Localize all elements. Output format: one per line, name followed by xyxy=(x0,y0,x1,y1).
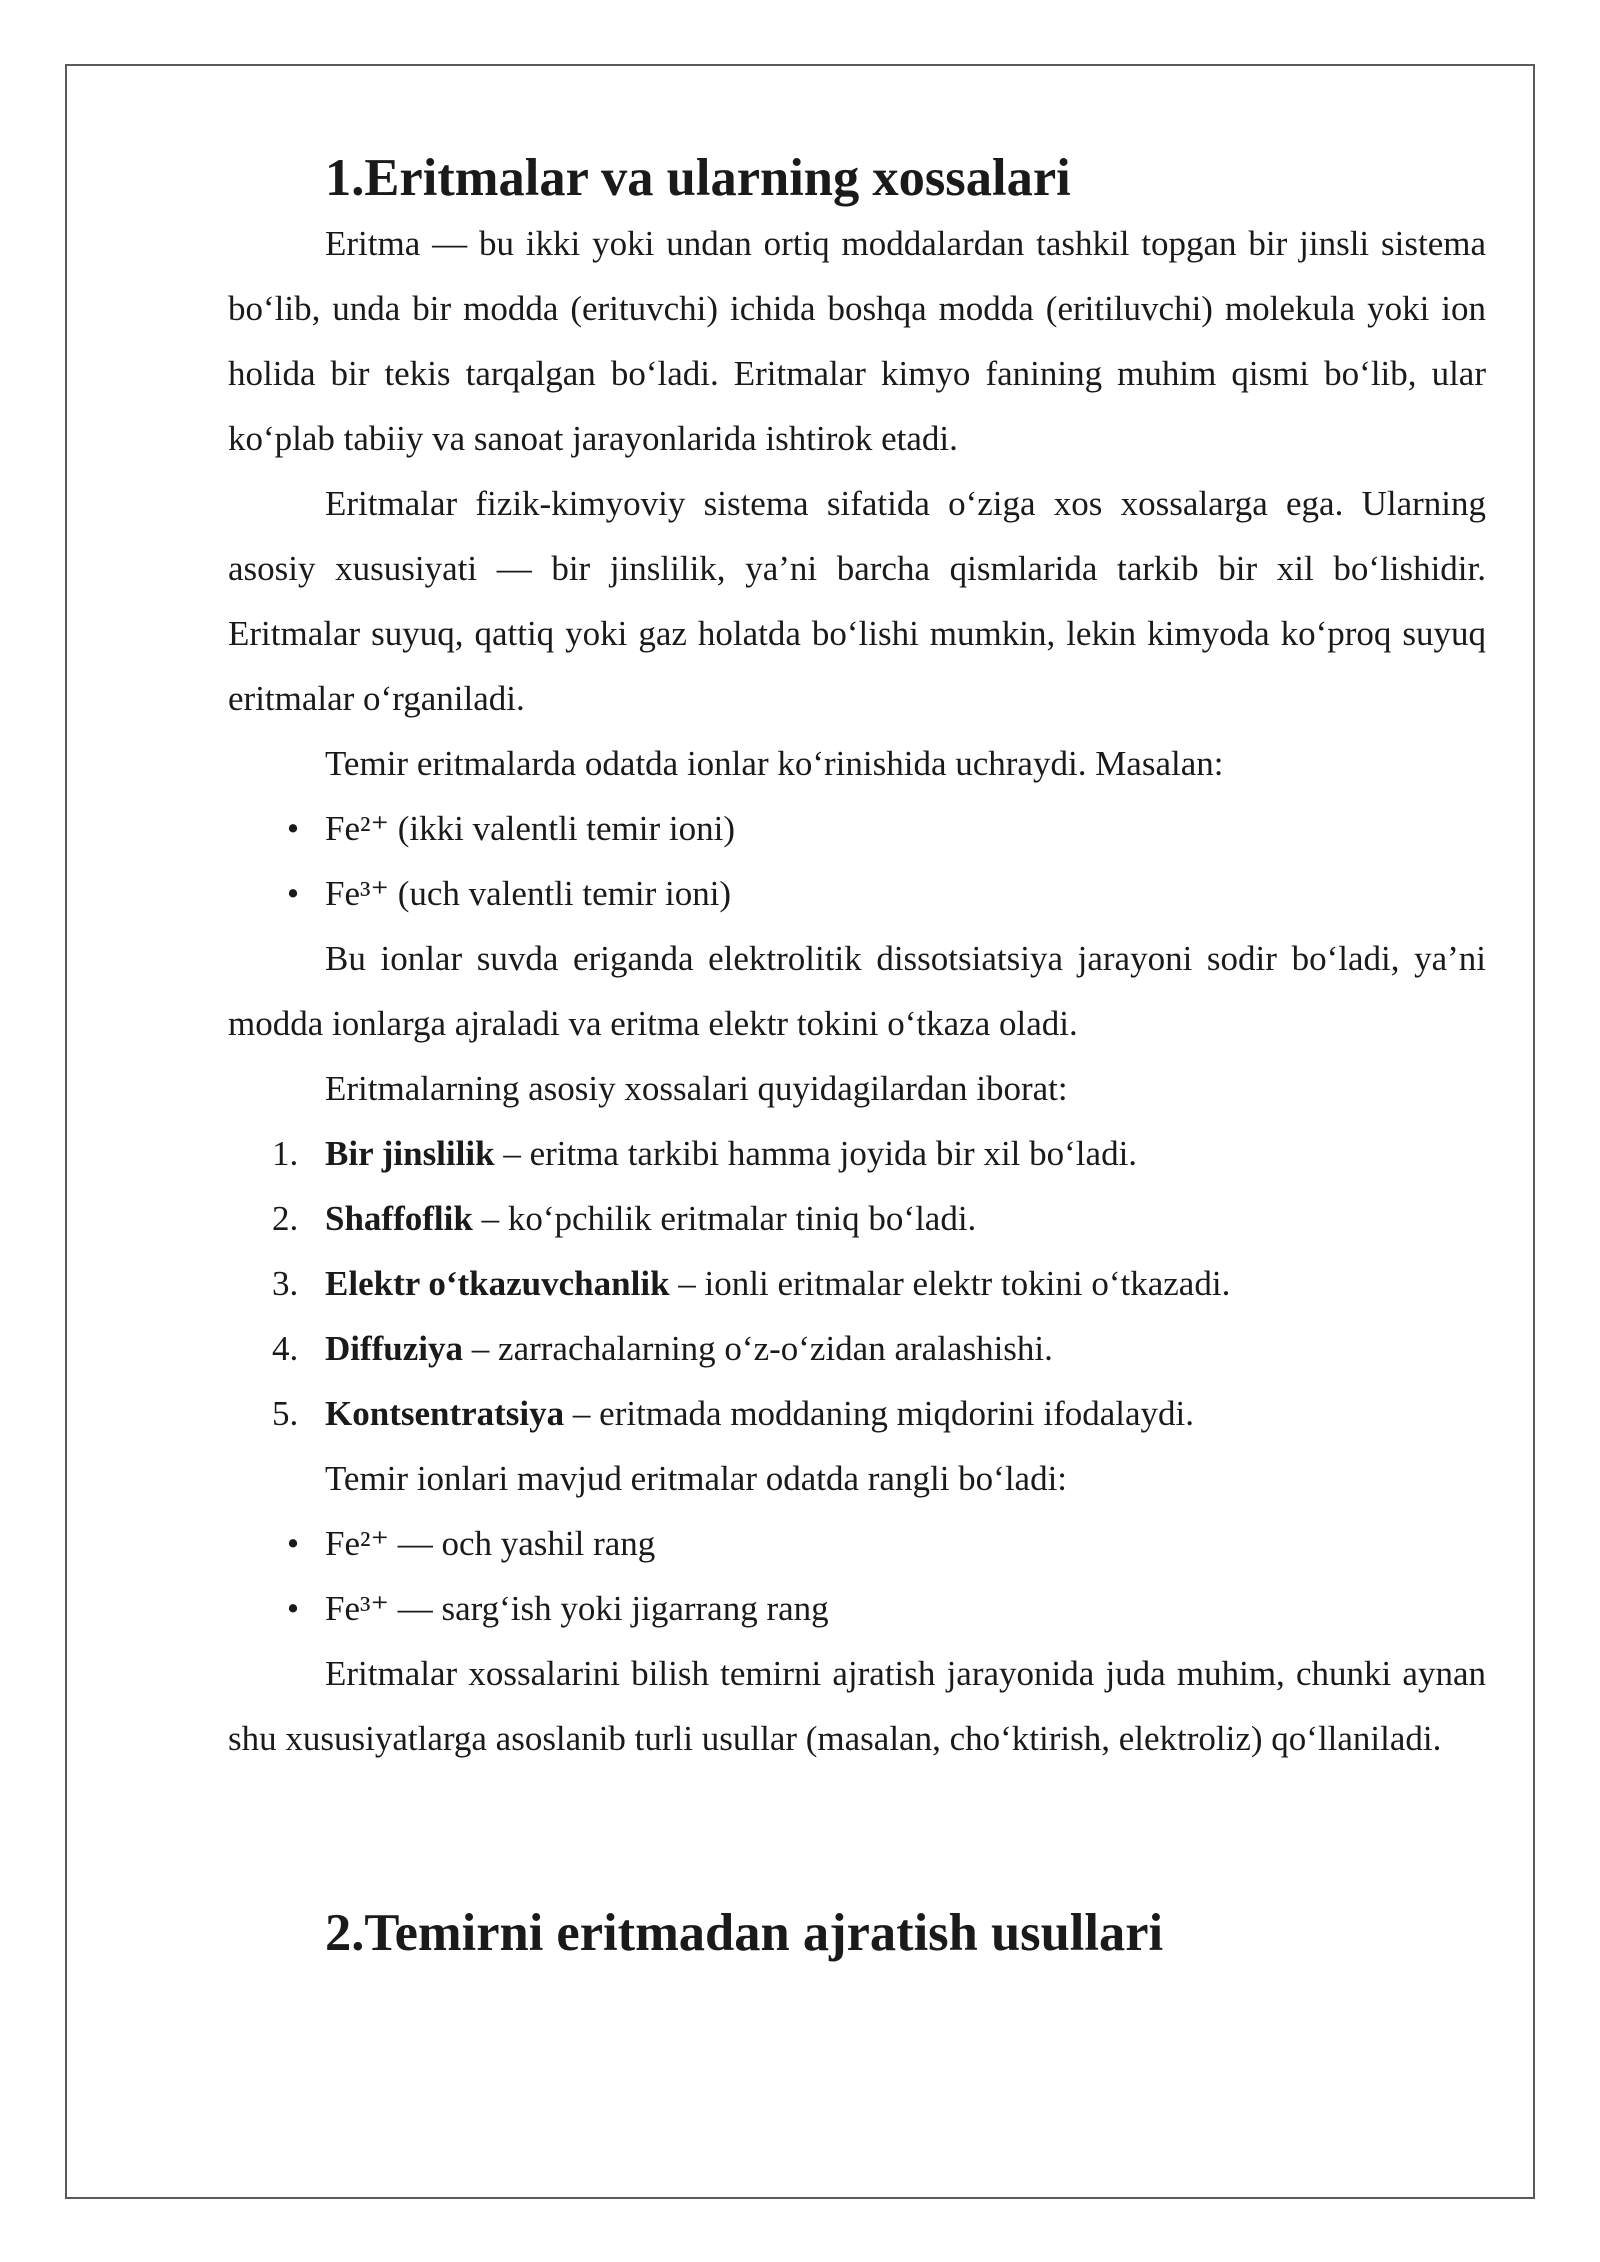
section-1-heading: 1.Eritmalar va ularning xossalari xyxy=(325,149,1071,207)
paragraph-conclusion: Eritmalar xossalarini bilish temirni ajratish jarayonida juda muhim, chunki aynan shu xususiyatlarga asoslanib turli usullar (masalan, cho‘ktirish, elektroliz) qo‘llaniladi. xyxy=(228,1654,1486,1758)
section-spacer xyxy=(228,1771,1486,1901)
paragraph-colored-solutions: Temir ionlari mavjud eritmalar odatda rangli bo‘ladi: xyxy=(325,1459,1068,1498)
color-item-text: Fe²⁺ — och yashil rang xyxy=(325,1524,656,1563)
paragraph-definition: Eritma — bu ikki yoki undan ortiq moddalardan tashkil topgan bir jinsli sistema bo‘lib, unda bir modda (erituvchi) ichida boshqa modda (eritiluvchi) molekula yoki ion holida bir tekis tarqalgan bo‘ladi. Eritmalar kimyo fanining muhim qismi bo‘lib, ular ko‘plab tabiiy va sanoat jarayonlarida ishtirok etadi. xyxy=(228,224,1486,458)
list-item xyxy=(228,861,1486,926)
list-item xyxy=(228,1186,1486,1251)
property-description: – zarrachalarning o‘z-o‘zidan aralashishi. xyxy=(463,1329,1053,1368)
paragraph-iron-ions: Temir eritmalarda odatda ionlar ko‘rinishida uchraydi. Masalan: xyxy=(325,744,1224,783)
property-term: Shaffoflik xyxy=(325,1199,473,1238)
section-2-heading: 2.Temirni eritmadan ajratish usullari xyxy=(325,1904,1164,1962)
property-term: Kontsentratsiya xyxy=(325,1394,565,1433)
color-item-text: Fe³⁺ — sarg‘ish yoki jigarrang rang xyxy=(325,1589,829,1628)
list-item xyxy=(228,1381,1486,1446)
bullet-icon: • xyxy=(286,809,300,848)
bullet-icon: • xyxy=(286,1589,300,1628)
property-description: – ko‘pchilik eritmalar tiniq bo‘ladi. xyxy=(472,1199,977,1238)
ion-item-text: Fe³⁺ (uch valentli temir ioni) xyxy=(325,874,732,913)
list-number: 3. xyxy=(272,1264,299,1303)
ion-item-text: Fe²⁺ (ikki valentli temir ioni) xyxy=(325,809,736,848)
property-term: Diffuziya xyxy=(325,1329,464,1368)
list-number: 2. xyxy=(272,1199,299,1238)
bullet-icon: • xyxy=(286,1524,300,1563)
color-list xyxy=(228,1511,1486,1641)
list-item xyxy=(228,1251,1486,1316)
list-item xyxy=(228,1576,1486,1641)
ion-list xyxy=(228,796,1486,926)
list-number: 4. xyxy=(272,1329,299,1368)
list-item xyxy=(228,1121,1486,1186)
property-term: Elektr o‘tkazuvchanlik xyxy=(325,1264,670,1303)
property-term: Bir jinslilik xyxy=(325,1134,495,1173)
list-item xyxy=(228,1511,1486,1576)
list-item xyxy=(228,1316,1486,1381)
paragraph-main-properties: Eritmalarning asosiy xossalari quyidagilardan iborat: xyxy=(325,1069,1068,1108)
list-item xyxy=(228,796,1486,861)
property-description: – eritma tarkibi hamma joyida bir xil bo‘ladi. xyxy=(494,1134,1138,1173)
list-number: 1. xyxy=(272,1134,299,1173)
properties-list xyxy=(228,1121,1486,1446)
document-body xyxy=(228,146,1486,1966)
list-number: 5. xyxy=(272,1394,299,1433)
paragraph-dissociation: Bu ionlar suvda eriganda elektrolitik dissotsiatsiya jarayoni sodir bo‘ladi, ya’ni modda ionlarga ajraladi va eritma elektr tokini o‘tkaza oladi. xyxy=(228,939,1486,1043)
property-description: – ionli eritmalar elektr tokini o‘tkazadi. xyxy=(669,1264,1231,1303)
paragraph-properties-intro: Eritmalar fizik-kimyoviy sistema sifatida o‘ziga xos xossalarga ega. Ularning asosiy xususiyati — bir jinslilik, ya’ni barcha qismlarida tarkib bir xil bo‘lishidir. Eritmalar suyuq, qattiq yoki gaz holatda bo‘lishi mumkin, lekin kimyoda ko‘proq suyuq eritmalar o‘rganiladi. xyxy=(228,484,1486,718)
bullet-icon: • xyxy=(286,874,300,913)
property-description: – eritmada moddaning miqdorini ifodalaydi. xyxy=(564,1394,1195,1433)
